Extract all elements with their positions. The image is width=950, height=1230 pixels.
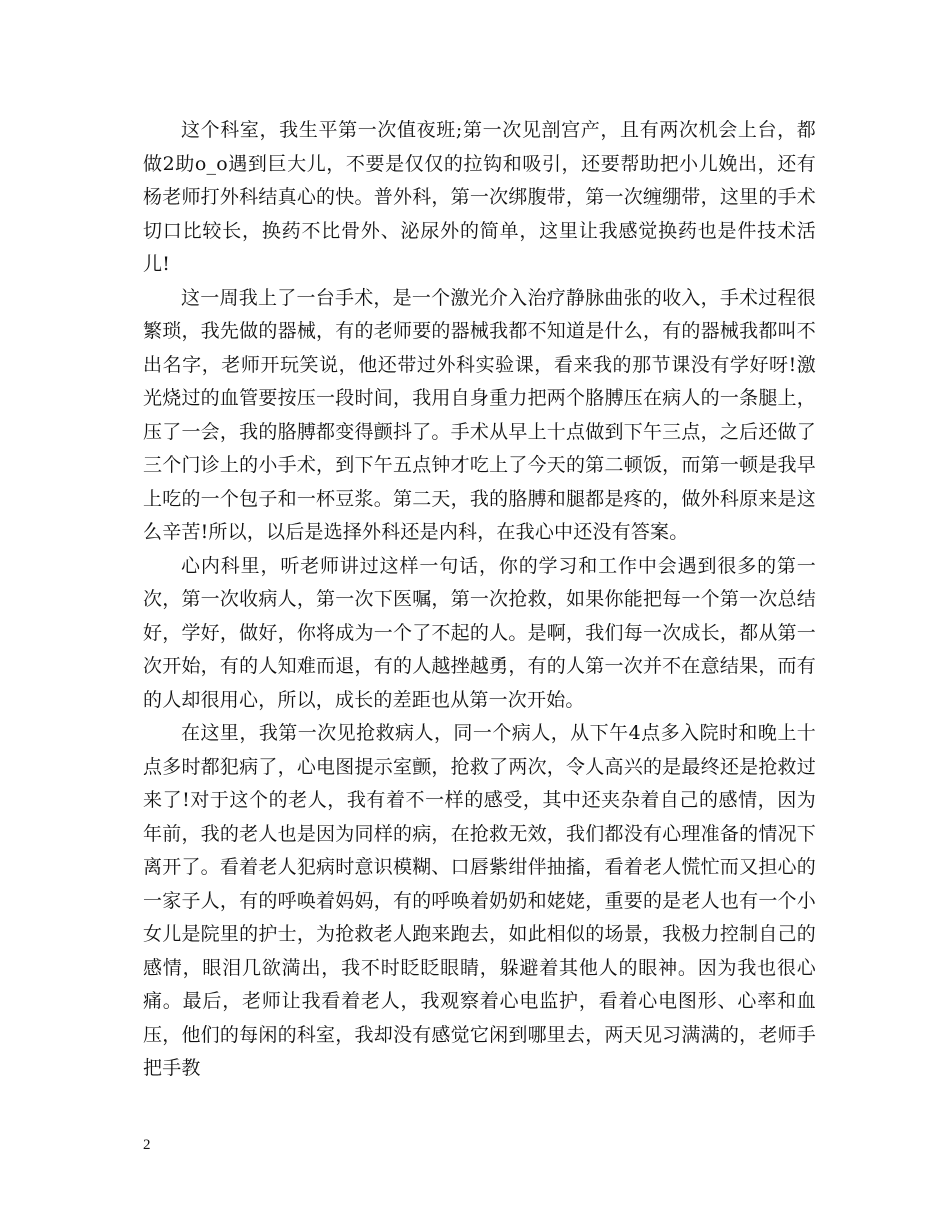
page-number: 2: [143, 1137, 151, 1153]
paragraph-3: 心内科里，听老师讲过这样一句话，你的学习和工作中会遇到很多的第一次，第一次收病人，第一次下医嘱，第一次抢救，如果你能把每一个第一次总结好，学好，做好，你将成为一个了不起的人。是啊，我们每一次成长，都从第一次开始，有的人知难而退，有的人越挫越勇，有的人第一次并不在意结果，而有的人却很用心，所以，成长的差距也从第一次开始。: [143, 554, 816, 711]
paragraph-2: 这一周我上了一台手术，是一个激光介入治疗静脉曲张的收入，手术过程很繁琐，我先做的器械，有的老师要的器械我都不知道是什么，有的器械我都叫不出名字，老师开玩笑说，他还带过外科实验课，看来我的那节课没有学好呀!激光烧过的血管要按压一段时间，我用自身重力把两个胳膊压在病人的一条腿上，压了一会，我的胳膊都变得颤抖了。手术从早上十点做到下午三点，之后还做了三个门诊上的小手术，到下午五点钟才吃上了今天的第二顿饭，而第一顿是我早上吃的一个包子和一杯豆浆。第二天，我的胳膊和腿都是疼的，做外科原来是这么辛苦!所以，以后是选择外科还是内科，在我心中还没有答案。: [143, 286, 816, 543]
paragraph-1: 这个科室，我生平第一次值夜班;第一次见剖宫产，且有两次机会上台，都做2助o_o遇到巨大儿，不要是仅仅的拉钩和吸引，还要帮助把小儿娩出，还有杨老师打外科结真心的快。普外科，第一次绑腹带，第一次缠绷带，这里的手术切口比较长，换药不比骨外、泌尿外的简单，这里让我感觉换药也是件技术活儿!: [143, 119, 816, 275]
paragraph-4: 在这里，我第一次见抢救病人，同一个病人，从下午4点多入院时和晚上十点多时都犯病了，心电图提示室颤，抢救了两次，令人高兴的是最终还是抢救过来了!对于这个的老人，我有着不一样的感受，其中还夹杂着自己的感情，因为年前，我的老人也是因为同样的病，在抢救无效，我们都没有心理准备的情况下离开了。看着老人犯病时意识模糊、口唇紫绀伴抽搐，看着老人慌忙而又担心的一家子人，有的呼唤着妈妈，有的呼唤着奶奶和姥姥，重要的是老人也有一个小女儿是院里的护士，为抢救老人跑来跑去，如此相似的场景，我极力控制自己的感情，眼泪几欲満出，我不时眨眨眼睛，躲避着其他人的眼神。因为我也很心痛。最后，老师让我看着老人，我观察着心电监护，看着心电图形、心率和血压，他们的每闲的科室，我却没有感觉它闲到哪里去，两天见习满满的，老师手把手教: [143, 722, 816, 1079]
document-body: [143, 114, 816, 1086]
